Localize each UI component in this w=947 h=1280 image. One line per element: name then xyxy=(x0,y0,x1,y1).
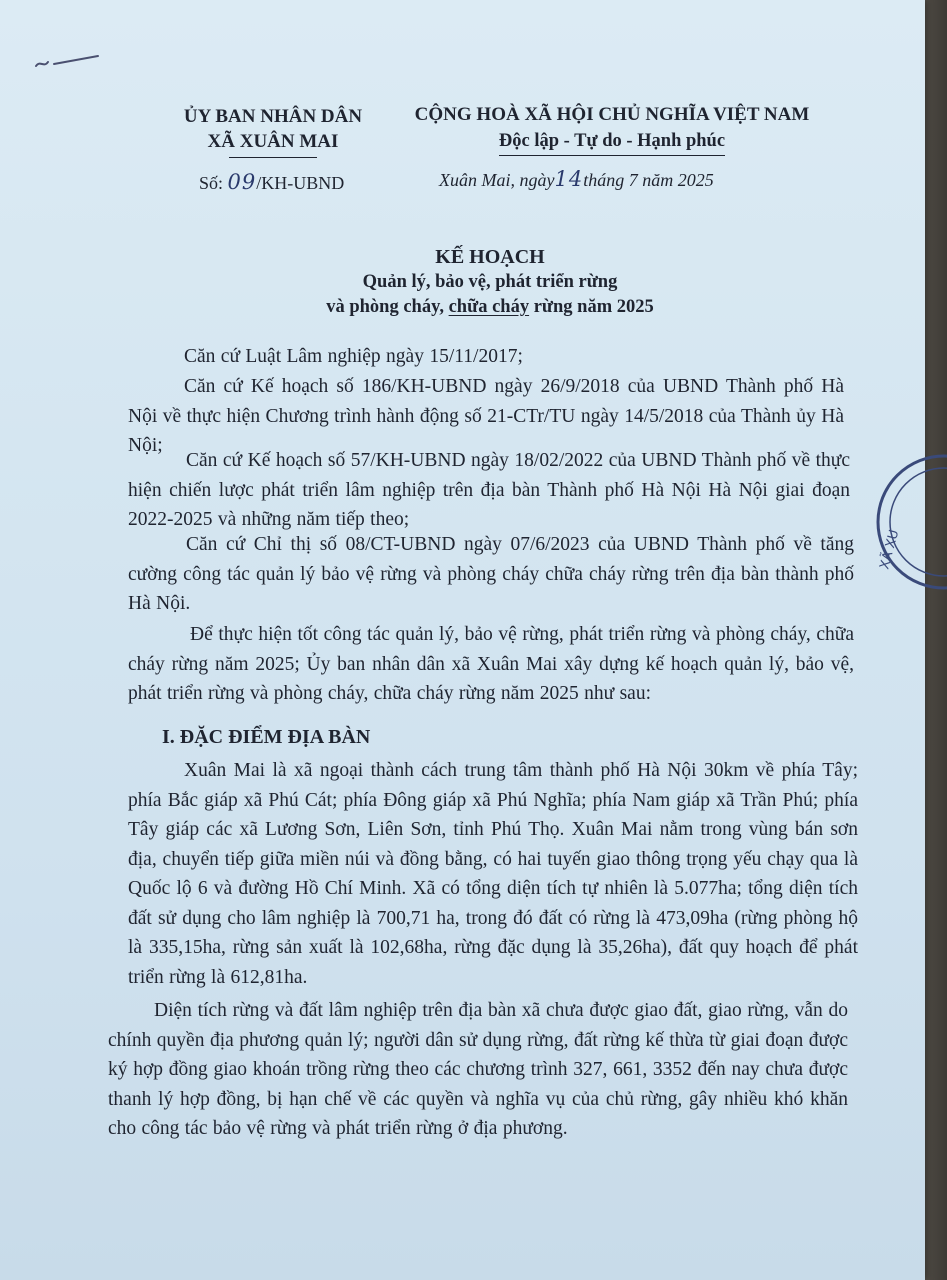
issuing-agency xyxy=(162,104,384,158)
section-1-paragraph-1: Xuân Mai là xã ngoại thành cách trung tâm thành phố Hà Nội 30km về phía Tây; phía Bắc giáp xã Phú Cát; phía Đông giáp xã Phú Nghĩa; phía Nam giáp xã Trần Phú; phía Tây giáp các xã Lương Sơn, Liên Sơn, tỉnh Phú Thọ. Xuân Mai nằm trong vùng bán sơn địa, chuyển tiếp giữa miền núi và đồng bằng, có hai tuyến giao thông trọng yếu chạy qua là Quốc lộ 6 và đường Hồ Chí Minh. Xã có tổng diện tích tự nhiên là 5.077ha; tổng diện tích đất sử dụng cho lâm nghiệp là 700,71 ha, trong đó đất có rừng là 473,09ha (rừng phòng hộ là 335,15ha, rừng sản xuất là 102,68ha, rừng đặc dụng là 35,26ha), đất quy hoạch để phát triển rừng là 612,81ha. xyxy=(128,760,858,988)
nation-motto: Độc lập - Tự do - Hạnh phúc xyxy=(499,128,725,156)
basis-paragraph-1: Căn cứ Luật Lâm nghiệp ngày 15/11/2017; xyxy=(184,346,523,367)
svg-text:XÃ XU: XÃ XU xyxy=(877,528,903,572)
national-motto xyxy=(392,102,832,156)
doc-no-prefix: Số: xyxy=(199,173,224,193)
basis-paragraph-2: Căn cứ Kế hoạch số 186/KH-UBND ngày 26/9/2018 của UBND Thành phố Hà Nội về thực hiện Chương trình hành động số 21-CTr/TU ngày 14/5/2018 của Thành ủy Hà Nội; xyxy=(128,376,844,456)
section-1-paragraph-2: Diện tích rừng và đất lâm nghiệp trên địa bàn xã chưa được giao đất, giao rừng, vẫn do chính quyền địa phương quản lý; người dân sử dụng rừng, đất rừng kế thừa từ giai đoạn được ký hợp đồng giao khoán trồng rừng theo các chương trình 327, 661, 3352 đến nay chưa được thanh lý hợp đồng, bị hạn chế về các quyền và nghĩa vụ của chủ rừng, gây nhiều khó khăn cho công tác bảo vệ rừng và phát triển rừng ở địa phương. xyxy=(108,1000,848,1139)
section-1-heading: I. ĐẶC ĐIỂM ĐỊA BÀN xyxy=(162,726,371,748)
agency-line-1: ỦY BAN NHÂN DÂN xyxy=(183,106,363,127)
document-number xyxy=(199,170,344,194)
basis-paragraph-3: Căn cứ Kế hoạch số 57/KH-UBND ngày 18/02/2022 của UBND Thành phố về thực hiện chiến lược phát triển lâm nghiệp trên địa bàn Thành phố Hà Nội Hà Nội giai đoạn 2022-2025 và những năm tiếp theo; xyxy=(128,450,850,530)
nation-title: CỘNG HOÀ XÃ HỘI CHỦ NGHĨA VIỆT NAM xyxy=(414,104,810,125)
agency-line-2: XÃ XUÂN MAI xyxy=(207,131,339,152)
agency-underline xyxy=(229,157,317,158)
pen-mark-icon xyxy=(32,50,102,74)
intro-paragraph: Để thực hiện tốt công tác quản lý, bảo vệ rừng, phát triển rừng và phòng cháy, chữa cháy rừng năm 2025; Ủy ban nhân dân xã Xuân Mai xây dựng kế hoạch quản lý, bảo vệ, phát triển rừng và phòng cháy, chữa cháy rừng năm 2025 như sau: xyxy=(128,624,854,704)
official-seal-icon xyxy=(866,452,947,592)
place-date-prefix: Xuân Mai, ngày xyxy=(439,170,555,190)
title-sub-1: Quản lý, bảo vệ, phát triển rừng xyxy=(362,272,618,292)
doc-no-suffix: /KH-UBND xyxy=(256,173,345,193)
place-and-date xyxy=(439,167,714,191)
place-date-suffix: tháng 7 năm 2025 xyxy=(583,170,714,190)
document-title xyxy=(180,244,800,320)
doc-no-handwritten: 09 xyxy=(227,170,257,194)
title-sub-2 xyxy=(180,295,800,320)
day-handwritten: 14 xyxy=(554,167,584,191)
basis-paragraph-4: Căn cứ Chỉ thị số 08/CT-UBND ngày 07/6/2023 của UBND Thành phố về tăng cường công tác quản lý bảo vệ rừng và phòng cháy chữa cháy rừng trên địa bàn thành phố Hà Nội. xyxy=(128,534,854,614)
title-sub-2-b: chữa cháy xyxy=(448,297,530,317)
title-sub-2-a: và phòng cháy, xyxy=(326,297,444,317)
title-main: KẾ HOẠCH xyxy=(435,246,545,268)
title-sub-2-c: rừng năm 2025 xyxy=(533,297,654,317)
